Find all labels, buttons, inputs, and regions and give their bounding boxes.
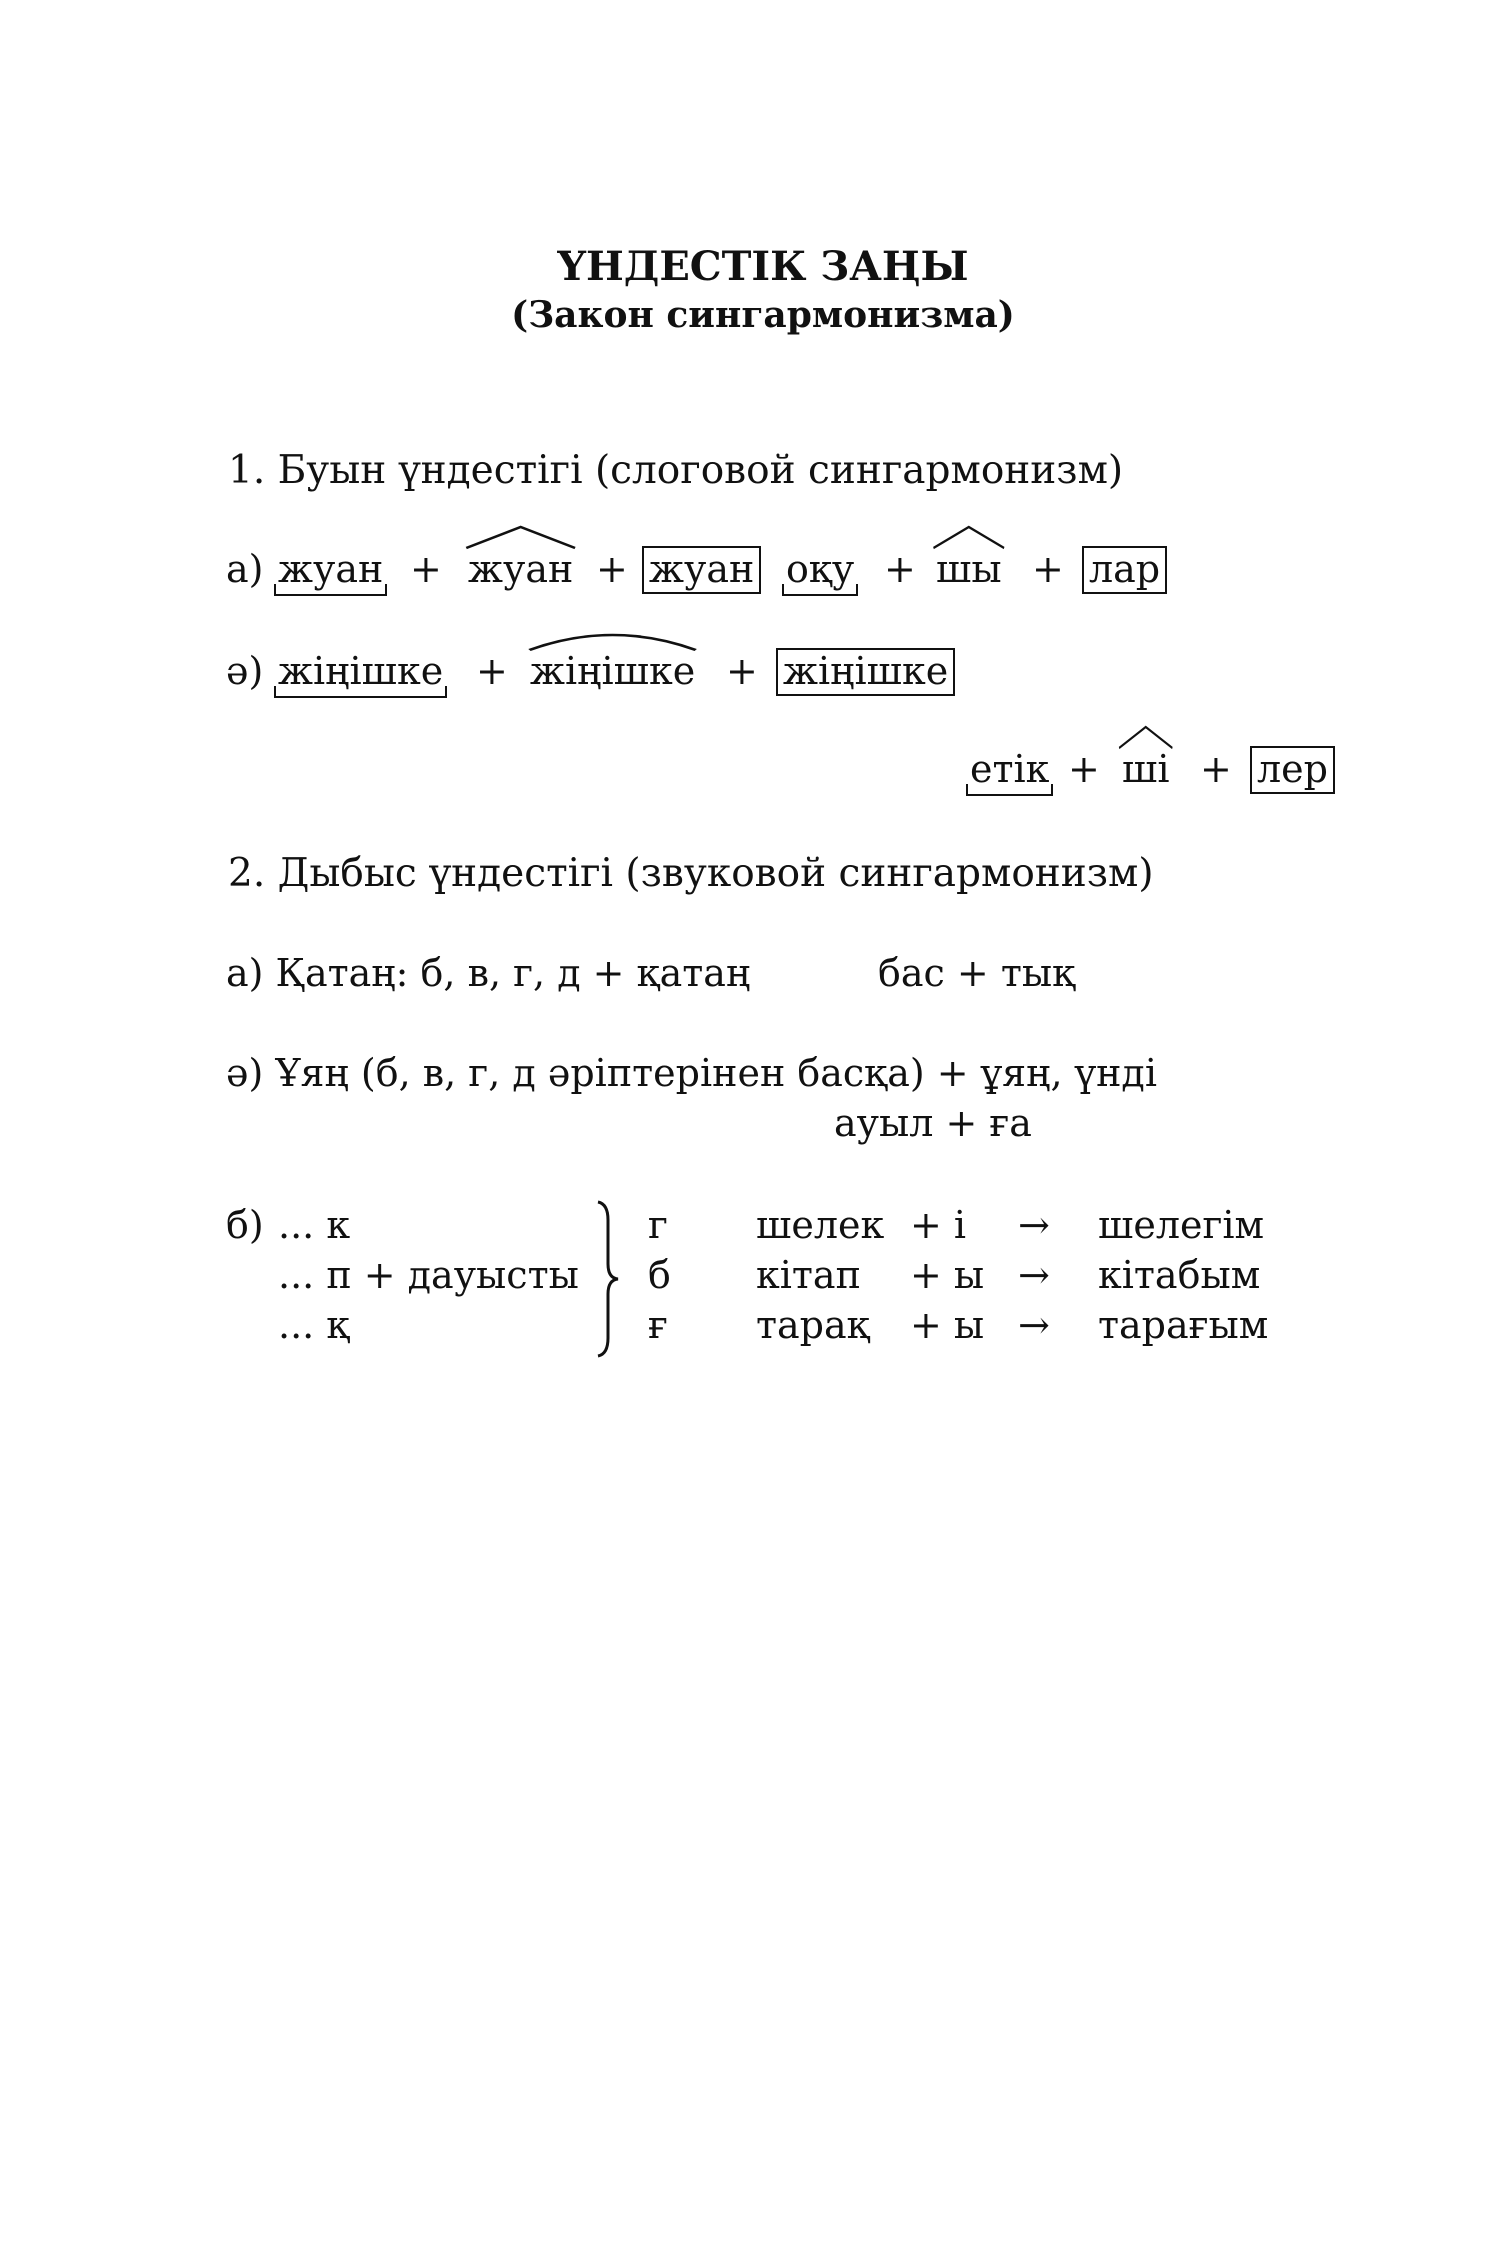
row-ae-word-arc: жіңішке — [530, 652, 695, 690]
section2-b-word-2: кітап — [756, 1253, 861, 1297]
section2-a-example: бас + тық — [878, 951, 1076, 995]
arc-mark — [932, 524, 1006, 550]
row-a-label: а) — [226, 547, 264, 591]
section1-heading: 1. Буын үндестігі (слоговой сингармонизм) — [228, 448, 1124, 493]
row-a-word-shy: шы — [936, 550, 1002, 588]
row-a-word-underlined: жуан — [274, 550, 387, 596]
section2-heading: 2. Дыбыс үндестігі (звуковой сингармонизм) — [228, 851, 1154, 896]
section2-b-result-1: шелегім — [1098, 1203, 1265, 1247]
row-ex-plus-1: + — [1068, 747, 1100, 791]
arrow-right-icon: → — [1018, 1303, 1050, 1347]
row-ex-plus-2: + — [1200, 747, 1232, 791]
section2-ae-rule: ә) Ұяң (б, в, г, д әріптерінен басқа) + ұяң, үнді — [226, 1051, 1157, 1095]
row-ae-label: ә) — [226, 649, 264, 693]
row-ex-word-etik: етік — [966, 750, 1053, 796]
row-a-plus-4: + — [1032, 547, 1064, 591]
row-ex-word-ler: лер — [1250, 746, 1335, 794]
row-ae-word-boxed: жіңішке — [776, 648, 955, 696]
section2-b-left-3: ... қ — [278, 1303, 350, 1347]
section2-b-result-3: тарағым — [1098, 1303, 1269, 1347]
row-ex-word-shi: ші — [1122, 750, 1169, 788]
arc-mark — [526, 626, 699, 652]
row-a-plus-2: + — [596, 547, 628, 591]
arrow-right-icon: → — [1018, 1203, 1050, 1247]
row-a-plus-3: + — [884, 547, 916, 591]
section2-b-letter-3: ғ — [648, 1303, 668, 1347]
section2-a-rule: а) Қатаң: б, в, г, д + қатаң — [226, 951, 751, 995]
section2-b-letter-2: б — [648, 1253, 671, 1297]
section2-b-letter-1: г — [648, 1203, 668, 1247]
section2-b-suffix-3: + ы — [910, 1303, 985, 1347]
section2-b-word-1: шелек — [756, 1203, 885, 1247]
row-a-word-oqu: оқу — [782, 550, 858, 596]
row-a-word-boxed: жуан — [642, 546, 761, 594]
arc-mark — [464, 524, 577, 550]
row-ae-word-underlined: жіңішке — [274, 652, 447, 698]
section2-b-left-1: ... к — [278, 1203, 351, 1247]
section2-b-suffix-2: + ы — [910, 1253, 985, 1297]
arc-mark — [1118, 724, 1173, 750]
section2-b-suffix-1: + і — [910, 1203, 967, 1247]
section2-b-label: б) — [226, 1203, 264, 1247]
section2-b-result-2: кітабым — [1098, 1253, 1261, 1297]
row-a-plus-1: + — [410, 547, 442, 591]
row-ae-plus-1: + — [476, 649, 508, 693]
section2-b-left-2: ... п + дауысты — [278, 1253, 579, 1297]
right-brace-icon — [592, 1200, 620, 1358]
row-ae-plus-2: + — [726, 649, 758, 693]
page-subtitle: (Закон сингармонизма) — [511, 294, 1015, 336]
arrow-right-icon: → — [1018, 1253, 1050, 1297]
section2-ae-example: ауыл + ға — [834, 1101, 1032, 1145]
section2-b-word-3: тарақ — [756, 1303, 870, 1347]
row-a-word-lar: лар — [1082, 546, 1167, 594]
page-title: ҮНДЕСТІК ЗАҢЫ — [557, 243, 969, 290]
row-a-word-arc: жуан — [468, 550, 573, 588]
